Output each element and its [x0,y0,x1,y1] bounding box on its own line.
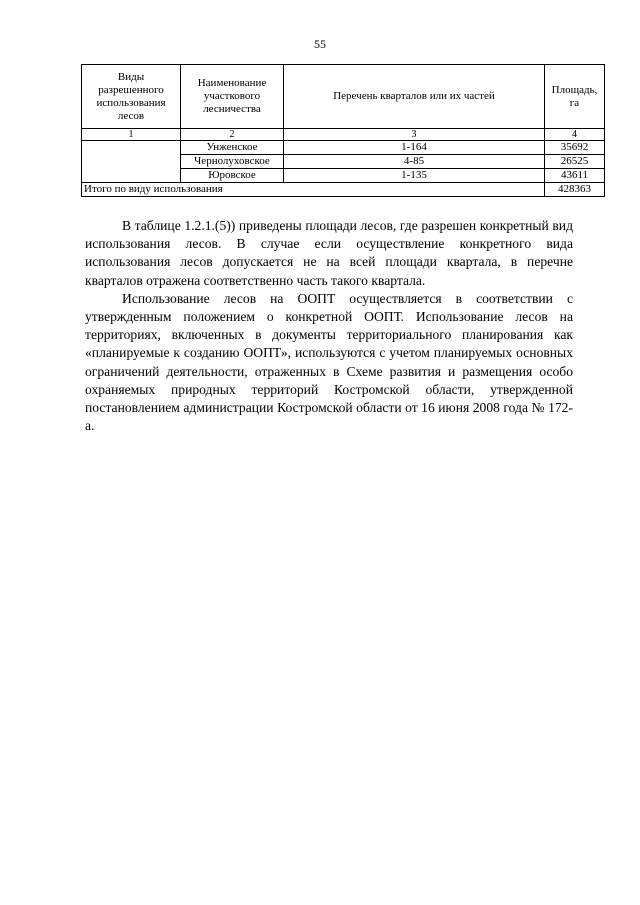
forestry-name-cell: Чернолуховское [181,155,284,169]
area-cell: 35692 [545,141,605,155]
column-number: 2 [181,129,284,141]
column-number-row [82,129,605,141]
body-text [85,217,573,435]
use-type-cell [82,141,181,183]
paragraph: Использование лесов на ООПТ осуществляется в соответствии с утвержденным положением о конкретной ООПТ. Использование лесов на территориях, включенных в документы территориального планирования как «планируемые к созданию ООПТ», используются с учетом планируемых основных ограничений деятельности, отраженных в Схеме развития и размещения особо охраняемых природных территорий Костромской области, утвержденной постановлением администрации Костромской области от 16 июня 2008 года № 172-а. [85,290,573,434]
area-cell: 26525 [545,155,605,169]
page-number: 55 [314,37,326,51]
column-number: 1 [82,129,181,141]
header-forestry-name: Наименование участкового лесничества [181,65,284,129]
table-header-row [82,65,605,129]
header-area: Площадь, га [545,65,605,129]
quarters-cell: 1-164 [284,141,545,155]
paragraph: В таблице 1.2.1.(5)) приведены площади лесов, где разрешен конкретный вид использования лесов. В случае если осуществление конкретного вида использования лесов допускается не на всей площади квартала, в перечне кварталов отражена соответственно часть такого квартала. [85,218,573,288]
forestry-name-cell: Юровское [181,169,284,183]
area-cell: 43611 [545,169,605,183]
header-use-type: Виды разрешенного использования лесов [82,65,181,129]
column-number: 4 [545,129,605,141]
table-row [82,141,605,155]
header-quarters-list: Перечень кварталов или их частей [284,65,545,129]
forest-use-table [81,64,605,197]
quarters-cell: 4-85 [284,155,545,169]
quarters-cell: 1-135 [284,169,545,183]
total-label: Итого по виду использования [82,183,545,197]
table-total-row [82,183,605,197]
forestry-name-cell: Унженское [181,141,284,155]
total-area: 428363 [545,183,605,197]
column-number: 3 [284,129,545,141]
